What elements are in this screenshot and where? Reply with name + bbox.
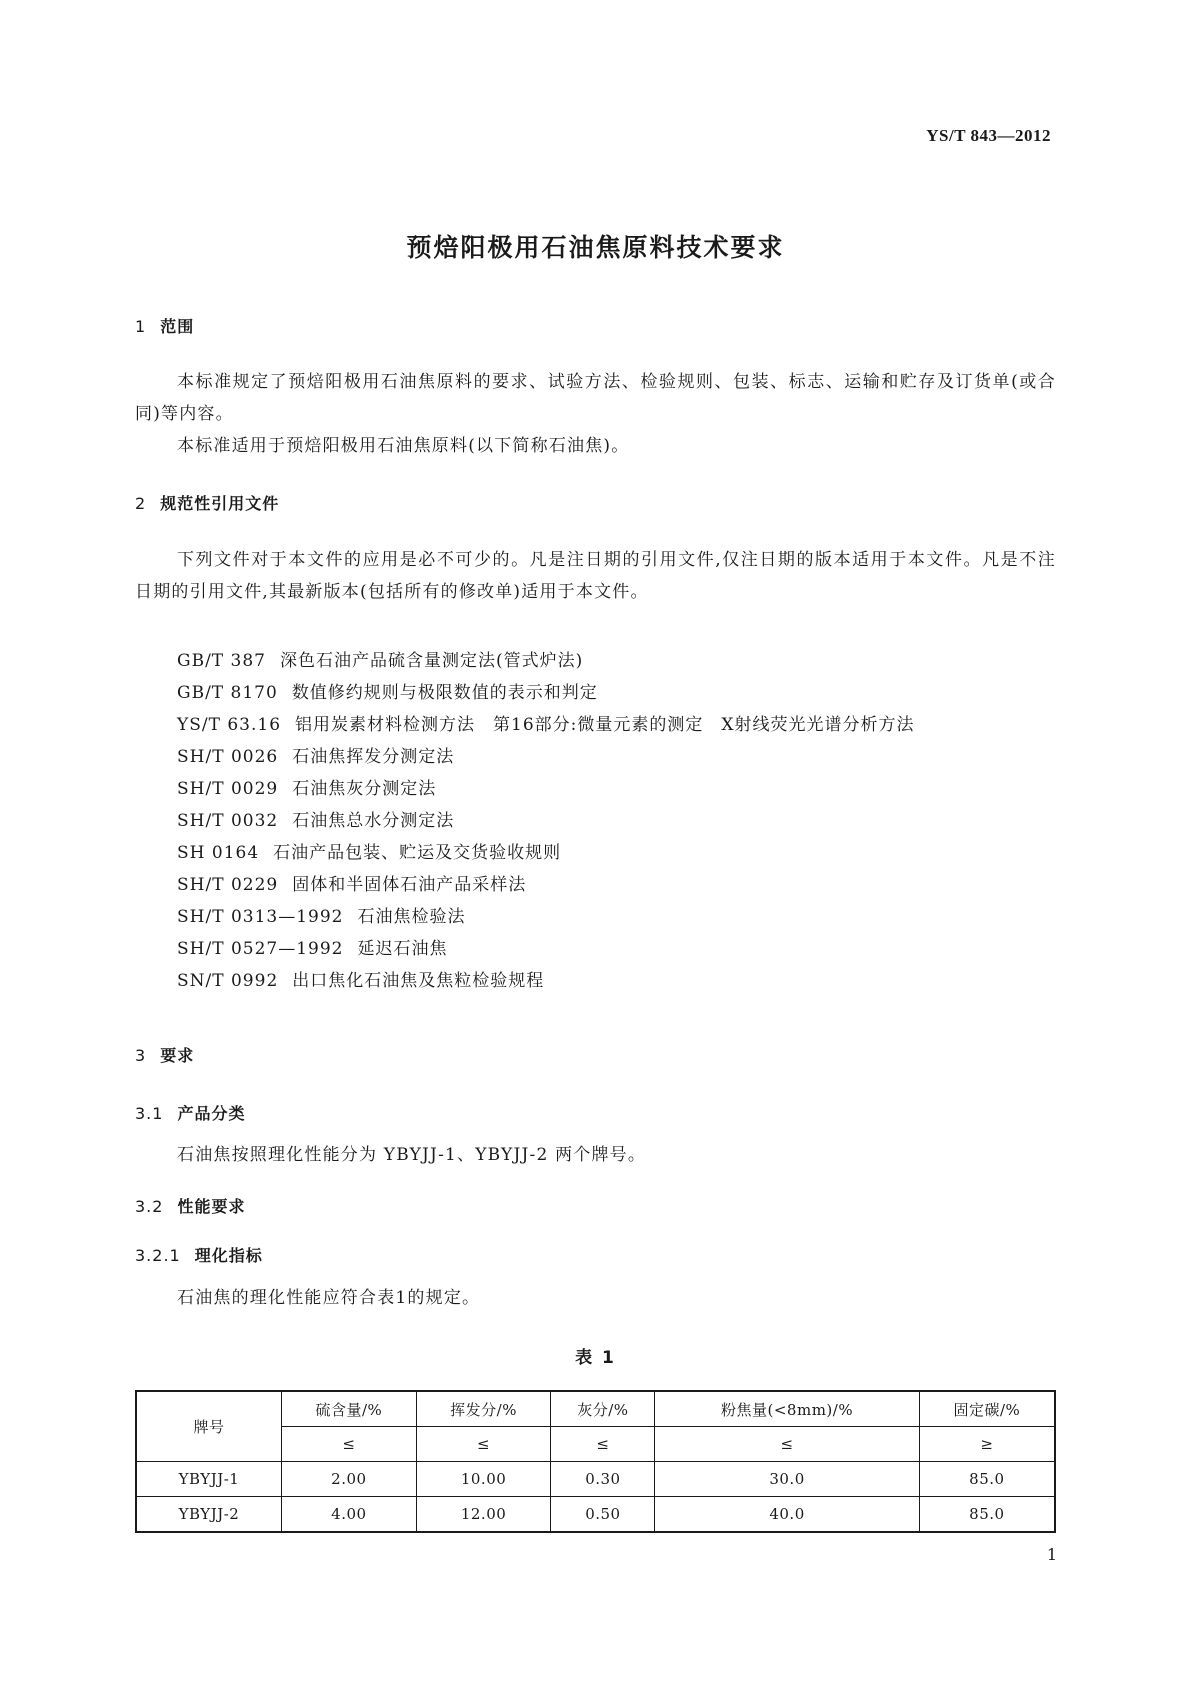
column-header: 挥发分/%: [416, 1391, 551, 1427]
section-title: 产品分类: [177, 1104, 246, 1123]
section-3-2-heading: [135, 1194, 245, 1217]
value-cell: 10.00: [416, 1462, 551, 1497]
scope-applicability-paragraph: 本标准适用于预焙阳极用石油焦原料(以下简称石油焦)。: [177, 436, 630, 456]
reference-title: 石油焦挥发分测定法: [292, 747, 455, 767]
reference-code: GB/T 8170: [177, 683, 278, 703]
column-header: 粉焦量(<8mm)/%: [655, 1391, 919, 1427]
list-item: [177, 805, 914, 837]
value-cell: 0.50: [551, 1497, 655, 1533]
physicochemical-paragraph: 石油焦的理化性能应符合表1的规定。: [177, 1288, 481, 1308]
list-item: [177, 773, 914, 805]
value-cell: 12.00: [416, 1497, 551, 1533]
list-item: [177, 741, 914, 773]
list-item: [177, 677, 914, 709]
table-row: [136, 1497, 1055, 1533]
list-item: [177, 869, 914, 901]
column-header: 灰分/%: [551, 1391, 655, 1427]
scope-paragraph: 本标准规定了预焙阳极用石油焦原料的要求、试验方法、检验规则、包装、标志、运输和贮存及订货单(或合同)等内容。: [135, 372, 1056, 424]
reference-code: SH/T 0527—1992: [177, 939, 344, 959]
limit-symbol: ≥: [919, 1427, 1055, 1462]
section-2-heading: [135, 491, 279, 514]
reference-title: 延迟石油焦: [357, 939, 448, 959]
list-item: [177, 965, 914, 997]
section-title: 要求: [160, 1046, 195, 1065]
brand-column-header: 牌号: [136, 1391, 282, 1462]
page-number: 1: [1046, 1545, 1057, 1564]
brand-cell: YBYJJ-1: [136, 1462, 282, 1497]
brand-cell: YBYJJ-2: [136, 1497, 282, 1533]
product-classification-paragraph: 石油焦按照理化性能分为 YBYJJ-1、YBYJJ-2 两个牌号。: [177, 1145, 647, 1165]
reference-title: 石油焦总水分测定法: [292, 811, 455, 831]
reference-code: GB/T 387: [177, 651, 266, 671]
value-cell: 2.00: [282, 1462, 417, 1497]
normative-reference-list: [177, 645, 914, 997]
value-cell: 4.00: [282, 1497, 417, 1533]
limit-symbol: ≤: [655, 1427, 919, 1462]
reference-code: SH/T 0029: [177, 779, 279, 799]
section-number: 1: [135, 317, 147, 336]
table-caption: 表 1: [575, 1348, 616, 1368]
reference-title: 出口焦化石油焦及焦粒检验规程: [292, 971, 545, 991]
reference-title: 石油焦检验法: [357, 907, 466, 927]
reference-code: SH/T 0026: [177, 747, 279, 767]
list-item: [177, 709, 914, 741]
section-3-heading: [135, 1043, 194, 1066]
column-header: 固定碳/%: [919, 1391, 1055, 1427]
list-item: [177, 901, 914, 933]
reference-code: SN/T 0992: [177, 971, 279, 991]
value-cell: 85.0: [919, 1462, 1055, 1497]
table-header-row: [136, 1391, 1055, 1427]
list-item: [177, 837, 914, 869]
table-row: [136, 1462, 1055, 1497]
limit-symbol: ≤: [416, 1427, 551, 1462]
section-number: 3.2.1: [135, 1246, 181, 1265]
limit-symbol: ≤: [551, 1427, 655, 1462]
column-header: 硫含量/%: [282, 1391, 417, 1427]
section-1-heading: [135, 314, 194, 337]
section-title: 理化指标: [194, 1246, 263, 1265]
value-cell: 30.0: [655, 1462, 919, 1497]
limit-symbol: ≤: [282, 1427, 417, 1462]
reference-title: 固体和半固体石油产品采样法: [292, 875, 527, 895]
reference-code: SH/T 0313—1992: [177, 907, 344, 927]
value-cell: 0.30: [551, 1462, 655, 1497]
section-number: 3: [135, 1046, 147, 1065]
reference-code: YS/T 63.16: [177, 715, 282, 735]
list-item: [177, 645, 914, 677]
spec-table: [135, 1390, 1056, 1533]
reference-title: 数值修约规则与极限数值的表示和判定: [291, 683, 598, 703]
reference-title: 深色石油产品硫含量测定法(管式炉法): [280, 651, 584, 671]
list-item: [177, 933, 914, 965]
standard-code: YS/T 843—2012: [926, 126, 1051, 145]
reference-code: SH/T 0229: [177, 875, 279, 895]
reference-title: 石油产品包装、贮运及交货验收规则: [273, 843, 562, 863]
section-number: 2: [135, 494, 147, 513]
references-intro-paragraph: 下列文件对于本文件的应用是必不可少的。凡是注日期的引用文件,仅注日期的版本适用于本文件。凡是不注日期的引用文件,其最新版本(包括所有的修改单)适用于本文件。: [135, 550, 1056, 602]
section-number: 3.2: [135, 1197, 164, 1216]
section-title: 性能要求: [177, 1197, 246, 1216]
value-cell: 40.0: [655, 1497, 919, 1533]
reference-code: SH/T 0032: [177, 811, 279, 831]
value-cell: 85.0: [919, 1497, 1055, 1533]
section-3-2-1-heading: [135, 1243, 263, 1266]
reference-title: 石油焦灰分测定法: [292, 779, 437, 799]
reference-code: SH 0164: [177, 843, 260, 863]
section-title: 规范性引用文件: [160, 494, 280, 513]
section-number: 3.1: [135, 1104, 164, 1123]
section-3-1-heading: [135, 1101, 245, 1124]
reference-title: 铝用炭素材料检测方法 第16部分:微量元素的测定 X射线荧光光谱分析方法: [295, 715, 915, 735]
section-title: 范围: [160, 317, 195, 336]
document-title: 预焙阳极用石油焦原料技术要求: [406, 233, 785, 262]
